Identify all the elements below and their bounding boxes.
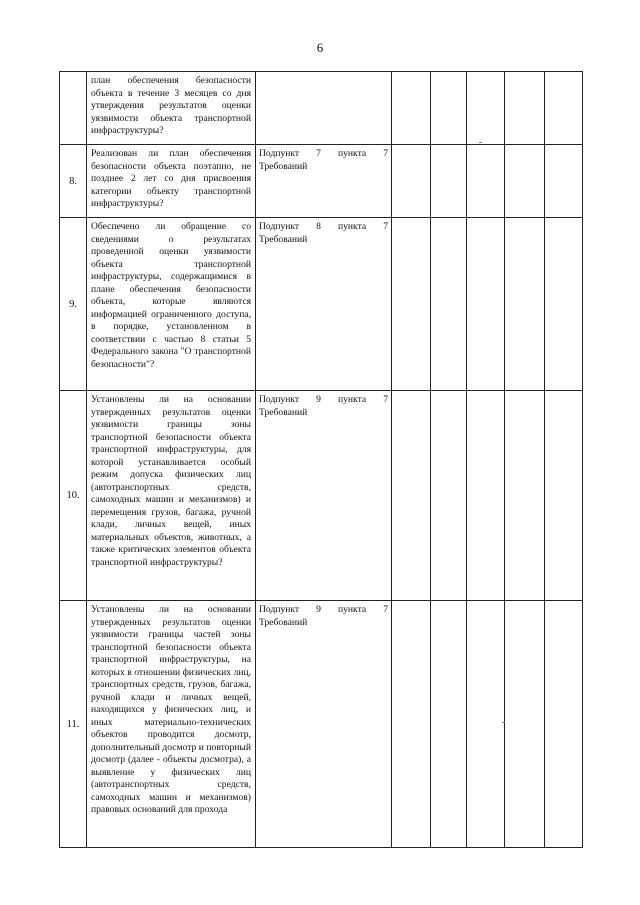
ref-word: Подпункт (259, 221, 300, 232)
row-number: 9. (60, 218, 87, 391)
ref-line: Требований (259, 233, 308, 245)
ref-line: Требований (259, 160, 308, 172)
question-cell: Реализован ли план обеспечения безопасности объекта поэтапно, не позднее 2 лет со дня присвоения категории объекту транспортной инфраструктуры? (87, 145, 256, 218)
ref-word: 7 (316, 148, 321, 159)
question-cell: Установлены ли на основании утвержденных результатов оценки уязвимости границы частей зоны транспортной безопасности объекта транспортной инфраструктуры, на которых в отношении физических лиц, транспортных средств, грузов, багажа, ручной клади и личных вещей, находящихся у физических лиц, и иных материально-технических объектов проводится досмотр, дополнительный досмотр и повторный досмотр (далее - объекты досмотра), а выявление у физических лиц (автотранспортных средств, самоходных машин и механизмов) правовых оснований для прохода (87, 601, 256, 848)
row-number (60, 72, 87, 145)
answer-cell (545, 391, 583, 601)
ref-word: 9 (316, 394, 321, 405)
checklist-table (59, 71, 583, 848)
answer-cell (467, 218, 505, 391)
answer-cell (431, 145, 467, 218)
ref-word: Подпункт (259, 604, 300, 615)
answer-cell (392, 72, 431, 145)
table-row (60, 601, 583, 848)
answer-cell (545, 72, 583, 145)
ref-line: Требований (259, 406, 308, 418)
row-number: 11. (60, 601, 87, 848)
scan-speck (479, 142, 482, 143)
question-cell: Обеспечено ли обращение со сведениями о результатах проведенной оценки уязвимости объекта транспортной инфраструктуры, содержащимися в плане обеспечения безопасности объекта, которые являются информацией ограниченного доступа, в порядке, установленном в соответствии с частью 8 статьи 5 Федерального закона "О транспортной безопасности"? (87, 218, 256, 391)
answer-cell (392, 218, 431, 391)
ref-word: Подпункт (259, 148, 300, 159)
reference-cell (256, 145, 392, 218)
answer-cell (392, 145, 431, 218)
reference-cell (256, 218, 392, 391)
answer-cell (505, 145, 545, 218)
reference-cell (256, 391, 392, 601)
ref-word: пункта (337, 604, 367, 615)
ref-word: Подпункт (259, 394, 300, 405)
table-row (60, 218, 583, 391)
answer-cell (545, 218, 583, 391)
ref-word: пункта (337, 221, 367, 232)
table-row (60, 72, 583, 145)
reference-cell (256, 601, 392, 848)
answer-cell (505, 601, 545, 848)
answer-cell (545, 601, 583, 848)
ref-word: 7 (383, 221, 388, 232)
answer-cell (467, 145, 505, 218)
answer-cell (467, 601, 505, 848)
ref-word: 7 (383, 148, 388, 159)
answer-cell (505, 72, 545, 145)
ref-word: пункта (337, 394, 367, 405)
answer-cell (467, 391, 505, 601)
answer-cell (545, 145, 583, 218)
ref-line: Требований (259, 616, 308, 628)
answer-cell (431, 391, 467, 601)
answer-cell (467, 72, 505, 145)
answer-cell (505, 218, 545, 391)
ref-word: пункта (337, 148, 367, 159)
question-cell: план обеспечения безопасности объекта в течение 3 месяцев со дня утверждения результатов оценки уязвимости объекта транспортной инфраструктуры? (87, 72, 256, 145)
table-row (60, 391, 583, 601)
scan-speck (502, 722, 505, 723)
ref-word: 7 (383, 604, 388, 615)
question-cell: Установлены ли на основании утвержденных результатов оценки уязвимости границы зоны транспортной безопасности объекта транспортной инфраструктуры, для которой устанавливается особый режим допуска физических лиц (автотранспортных средств, самоходных машин и механизмов) и перемещения грузов, багажа, ручной клади, личных вещей, иных материальных объектов, животных, а также критических элементов объекта транспортной инфраструктуры? (87, 391, 256, 601)
ref-word: 8 (316, 221, 321, 232)
answer-cell (392, 391, 431, 601)
reference-cell (256, 72, 392, 145)
ref-word: 9 (316, 604, 321, 615)
table-row (60, 145, 583, 218)
row-number: 8. (60, 145, 87, 218)
ref-word: 7 (383, 394, 388, 405)
answer-cell (431, 72, 467, 145)
answer-cell (392, 601, 431, 848)
page-number: 6 (316, 40, 324, 55)
answer-cell (505, 391, 545, 601)
row-number: 10. (60, 391, 87, 601)
answer-cell (431, 218, 467, 391)
answer-cell (431, 601, 467, 848)
